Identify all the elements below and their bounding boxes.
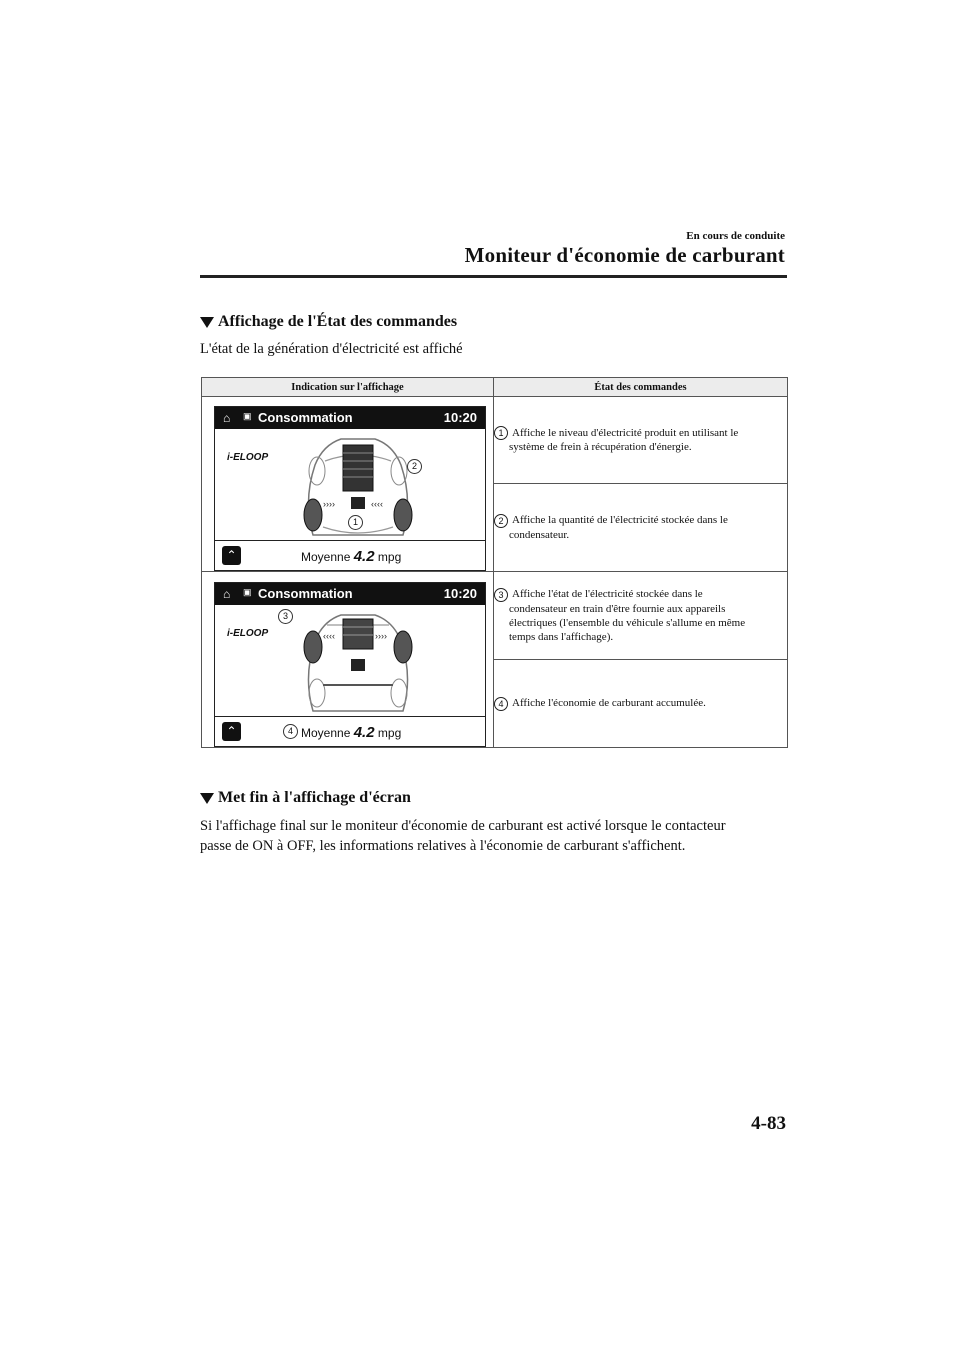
tab-icon: ▣ bbox=[243, 586, 252, 597]
screen-title-bar bbox=[215, 407, 485, 429]
state-desc-1 bbox=[494, 397, 788, 484]
screen-bottom-bar bbox=[215, 716, 485, 746]
desc-line: Affiche l'état de l'électricité stockée dans le bbox=[512, 588, 703, 601]
screen-title: Consommation bbox=[258, 410, 353, 425]
screen-cell-1 bbox=[202, 397, 494, 572]
average-value: 4.2 bbox=[353, 723, 375, 741]
average-value: 4.2 bbox=[353, 548, 375, 565]
state-desc-4 bbox=[494, 660, 788, 748]
desc-line: Affiche le niveau d'électricité produit en utilisant le bbox=[512, 426, 739, 439]
section-body bbox=[200, 816, 790, 856]
average-unit: mpg bbox=[377, 550, 402, 564]
screen-bottom-bar bbox=[215, 540, 485, 570]
callout-4: 4 bbox=[283, 724, 298, 739]
table-header-indication: Indication sur l'affichage bbox=[202, 378, 494, 397]
desc-line: temps dans l'affichage). bbox=[509, 630, 614, 643]
desc-line: électriques (l'ensemble du véhicule s'allume en même bbox=[509, 616, 746, 629]
desc-line: système de frein à récupération d'énergie. bbox=[509, 441, 692, 454]
chapter-label: En cours de conduite bbox=[686, 230, 785, 242]
screen-title-bar bbox=[215, 583, 485, 605]
table-row bbox=[202, 397, 788, 484]
control-state-table bbox=[201, 377, 788, 748]
average-readout bbox=[301, 548, 401, 565]
desc-line: Affiche la quantité de l'électricité stockée dans le bbox=[512, 514, 728, 527]
tab-icon: ▣ bbox=[243, 411, 252, 421]
average-unit: mpg bbox=[377, 725, 402, 740]
page-number: 4-83 bbox=[751, 1113, 786, 1134]
table-row bbox=[202, 572, 788, 660]
desc-line: Affiche l'économie de carburant accumulée. bbox=[512, 697, 706, 710]
section-heading-fin bbox=[200, 789, 411, 807]
callout-number: 1 bbox=[494, 426, 508, 440]
body-line: passe de ON à OFF, les informations relatives à l'économie de carburant s'affichent. bbox=[200, 838, 686, 854]
display-screen-2 bbox=[214, 582, 486, 747]
desc-line: condensateur. bbox=[509, 528, 570, 541]
section-heading-affichage bbox=[200, 313, 457, 331]
triangle-bullet-icon bbox=[200, 317, 214, 328]
section-heading-text: Affichage de l'État des commandes bbox=[218, 313, 458, 330]
page-title: Moniteur d'économie de carburant bbox=[464, 243, 785, 267]
state-desc-3 bbox=[494, 572, 788, 660]
screen-clock: 10:20 bbox=[443, 410, 477, 425]
callout-number: 2 bbox=[494, 514, 508, 528]
average-label: Moyenne bbox=[301, 725, 351, 740]
state-desc-2 bbox=[494, 484, 788, 572]
triangle-bullet-icon bbox=[200, 793, 214, 804]
callout-2: 2 bbox=[407, 459, 422, 474]
svg-text:››››: ›››› bbox=[323, 499, 335, 509]
up-arrow-icon: ⌃ bbox=[222, 722, 241, 741]
home-icon: ⌂ bbox=[223, 586, 231, 601]
svg-text:‹‹‹‹: ‹‹‹‹ bbox=[323, 630, 335, 641]
desc-line: condensateur en train d'être fournie aux appareils bbox=[509, 602, 726, 615]
screen-clock: 10:20 bbox=[443, 585, 477, 601]
table-header-row bbox=[202, 378, 788, 397]
display-screen-1 bbox=[214, 406, 486, 571]
callout-number: 4 bbox=[494, 697, 508, 711]
car-energy-diagram bbox=[293, 607, 423, 719]
average-readout bbox=[301, 724, 401, 741]
table-header-etat: État des commandes bbox=[494, 378, 788, 397]
i-eloop-label: i-ELOOP bbox=[227, 627, 269, 639]
callout-1: 1 bbox=[348, 515, 363, 530]
callout-3: 3 bbox=[278, 609, 293, 624]
header-divider bbox=[200, 275, 787, 278]
callout-number: 3 bbox=[494, 588, 508, 602]
up-arrow-icon: ⌃ bbox=[222, 546, 241, 565]
home-icon: ⌂ bbox=[223, 411, 231, 425]
svg-text:‹‹‹‹: ‹‹‹‹ bbox=[371, 499, 383, 509]
screen-cell-2 bbox=[202, 572, 494, 748]
svg-text:››››: ›››› bbox=[375, 630, 387, 641]
body-line: Si l'affichage final sur le moniteur d'économie de carburant est activé lorsque le contacteur bbox=[200, 818, 726, 834]
section-heading-text: Met fin à l'affichage d'écran bbox=[218, 789, 411, 806]
screen-title: Consommation bbox=[258, 585, 353, 601]
section-intro: L'état de la génération d'électricité est affiché bbox=[200, 341, 463, 357]
i-eloop-label: i-ELOOP bbox=[227, 452, 269, 463]
average-label: Moyenne bbox=[301, 550, 351, 564]
